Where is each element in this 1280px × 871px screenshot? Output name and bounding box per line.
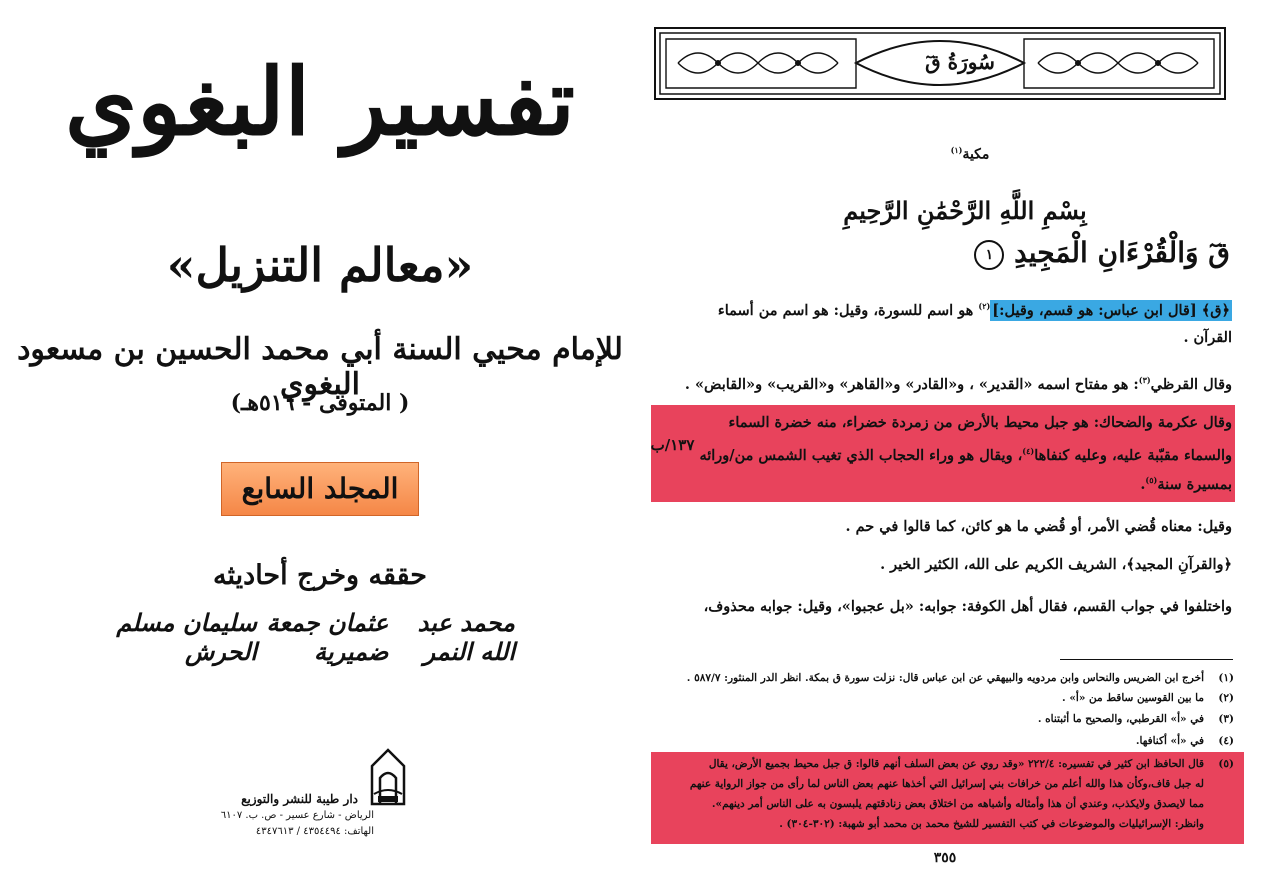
footnote-5-continuation: له جبل قاف،وكأن هذا والله أعلم من خرافات بني إسرائيل التي أخذها عنهم بعض الناس لما رأى من جواز الرواية عنهم (689, 778, 1204, 790)
death-note: ( المتوفى - ٥١٦هـ) (230, 390, 410, 416)
editor-name: محمد عبد الله النمر (417, 608, 515, 666)
book-title: تفسير البغوي (64, 48, 576, 156)
basmala: بِسْمِ اللَّهِ الرَّحْمَٰنِ الرَّحِيمِ (843, 196, 1087, 225)
footnote-ref: (١) (950, 145, 963, 155)
footnote-number: (١) (1218, 672, 1234, 684)
footnote-text: قال الحافظ ابن كثير في تفسيره: ٢٢٢/٤ «وقد روي عن بعض السلف أنهم قالوا: ق جبل محيط بجميع الأرض، يقال (708, 758, 1204, 770)
footnote-number: (٢) (1218, 692, 1234, 704)
makki-text: مكية (962, 146, 990, 163)
highlight-blue: ﴿ق﴾ [قال ابن عباس: هو قسم، وقيل:] (992, 301, 1230, 319)
editor-name: عثمان جمعة ضميرية (266, 608, 389, 666)
footnote-ref: (٥) (1145, 475, 1158, 485)
footnote-text: ما بين القوسين ساقط من «أ» . (1062, 692, 1204, 704)
footnote-number: (٥) (1218, 758, 1234, 770)
paragraph-text: وقال القرظي (1150, 375, 1232, 393)
editors-heading: حققه وخرج أحاديثه (213, 560, 427, 591)
editor-name: سليمان مسلم الحرش (116, 608, 257, 666)
footnote-2 (674, 690, 1234, 707)
publisher-logo-icon (368, 748, 408, 806)
paragraph-1-line-2: القرآن . (1183, 329, 1232, 346)
paragraph-3-line-3 (672, 466, 1232, 499)
book-subtitle: «معالم التنزيل» (166, 238, 474, 292)
paragraph-text: والسماء مقبّبة عليه، وعليه كنفاها (1034, 446, 1232, 464)
paragraph-text: ، ويقال هو وراء الحجاب الذي تغيب الشمس من/ورائه (699, 446, 1023, 464)
volume-badge: المجلد السابع (221, 462, 419, 516)
text-page (640, 0, 1280, 871)
footnote-text: أخرج ابن الضريس والنحاس وابن مردويه والبيهقي عن ابن عباس قال: نزلت سورة ق بمكة. انظر الدر المنثور: ٥٨٧/٧ . (686, 672, 1204, 684)
footnote-5 (674, 756, 1234, 773)
footnote-divider (1060, 659, 1233, 660)
makki-label (660, 136, 1280, 170)
paragraph-3-line-1: وقال عكرمة والضحاك: هو جبل محيط بالأرض من زمردة خضراء، منه خضرة السماء (728, 414, 1232, 431)
paragraph-text: هو اسم للسورة، وقيل: هو اسم من أسماء (717, 301, 974, 319)
publisher-phone: الهاتف: ٤٣٥٤٤٩٤ / ٤٣٤٧٦١٣ (255, 826, 374, 837)
editors-list (115, 608, 515, 666)
paragraph-2 (672, 366, 1232, 399)
page-number: ٣٥٥ (933, 850, 957, 866)
paragraph-6: واختلفوا في جواب القسم، فقال أهل الكوفة: جوابه: «بل عجبوا»، وقيل: جوابه محذوف، (703, 598, 1232, 615)
footnote-ref: (٤) (1022, 446, 1035, 456)
paragraph-3-line-2 (672, 437, 1232, 470)
paragraph-4: وقيل: معناه قُضي الأمر، أو قُضي ما هو كائن، كما قالوا في حم . (845, 518, 1232, 535)
publisher-address: الرياض - شارع عسير - ص. ب. ٦١٠٧ (220, 810, 374, 821)
footnote-ref: (٣) (1138, 375, 1151, 385)
footnote-5-continuation: وانظر: الإسرائيليات والموضوعات في كتب التفسير للشيخ محمد بن محمد أبو شهبة: (٣٠٢-٣٠٤) . (779, 818, 1204, 830)
verse-number: ١ (974, 240, 1004, 270)
verse-text: قٓ وَالْقُرْءَانِ الْمَجِيدِ (1014, 236, 1230, 269)
paragraph-5: ﴿والقرآنِ المجيد﴾، الشريف الكريم على الله، الكثير الخير . (880, 556, 1232, 573)
publisher-name: دار طيبة للنشر والتوزيع (241, 792, 358, 806)
manuscript-folio-ref: ١٣٧/ب (650, 436, 695, 454)
paragraph-1 (672, 292, 1232, 325)
paragraph-text: بمسيرة سنة (1157, 475, 1232, 493)
footnote-1 (674, 670, 1234, 687)
paragraph-text: . (1140, 475, 1146, 493)
footnote-number: (٤) (1218, 735, 1234, 747)
footnote-text: في «أ» أكنافها. (1135, 735, 1204, 747)
footnote-4 (674, 733, 1234, 750)
surah-title: سُورَةُ قٓ (925, 50, 995, 74)
footnote-5-continuation: مما لايصدق ولايكذب، وعندي أن هذا وأمثاله وأشباهه من اختلاق بعض زنادقتهم يلبسون به على الناس أمر دينهم». (711, 798, 1204, 810)
footnote-text: في «أ» القرطبي، والصحيح ما أثبتناه . (1037, 713, 1204, 725)
paragraph-text: : هو مفتاح اسمه «القدير» ، و«القادر» و«القاهر» و«القريب» و«القابض» . (684, 375, 1139, 393)
author-line: للإمام محيي السنة أبي محمد الحسين بن مسعود البغوي (17, 332, 623, 402)
verse-1 (670, 238, 1230, 270)
footnote-ref: (٢) (978, 301, 991, 311)
footnote-number: (٣) (1218, 713, 1234, 725)
footnote-3 (674, 711, 1234, 728)
